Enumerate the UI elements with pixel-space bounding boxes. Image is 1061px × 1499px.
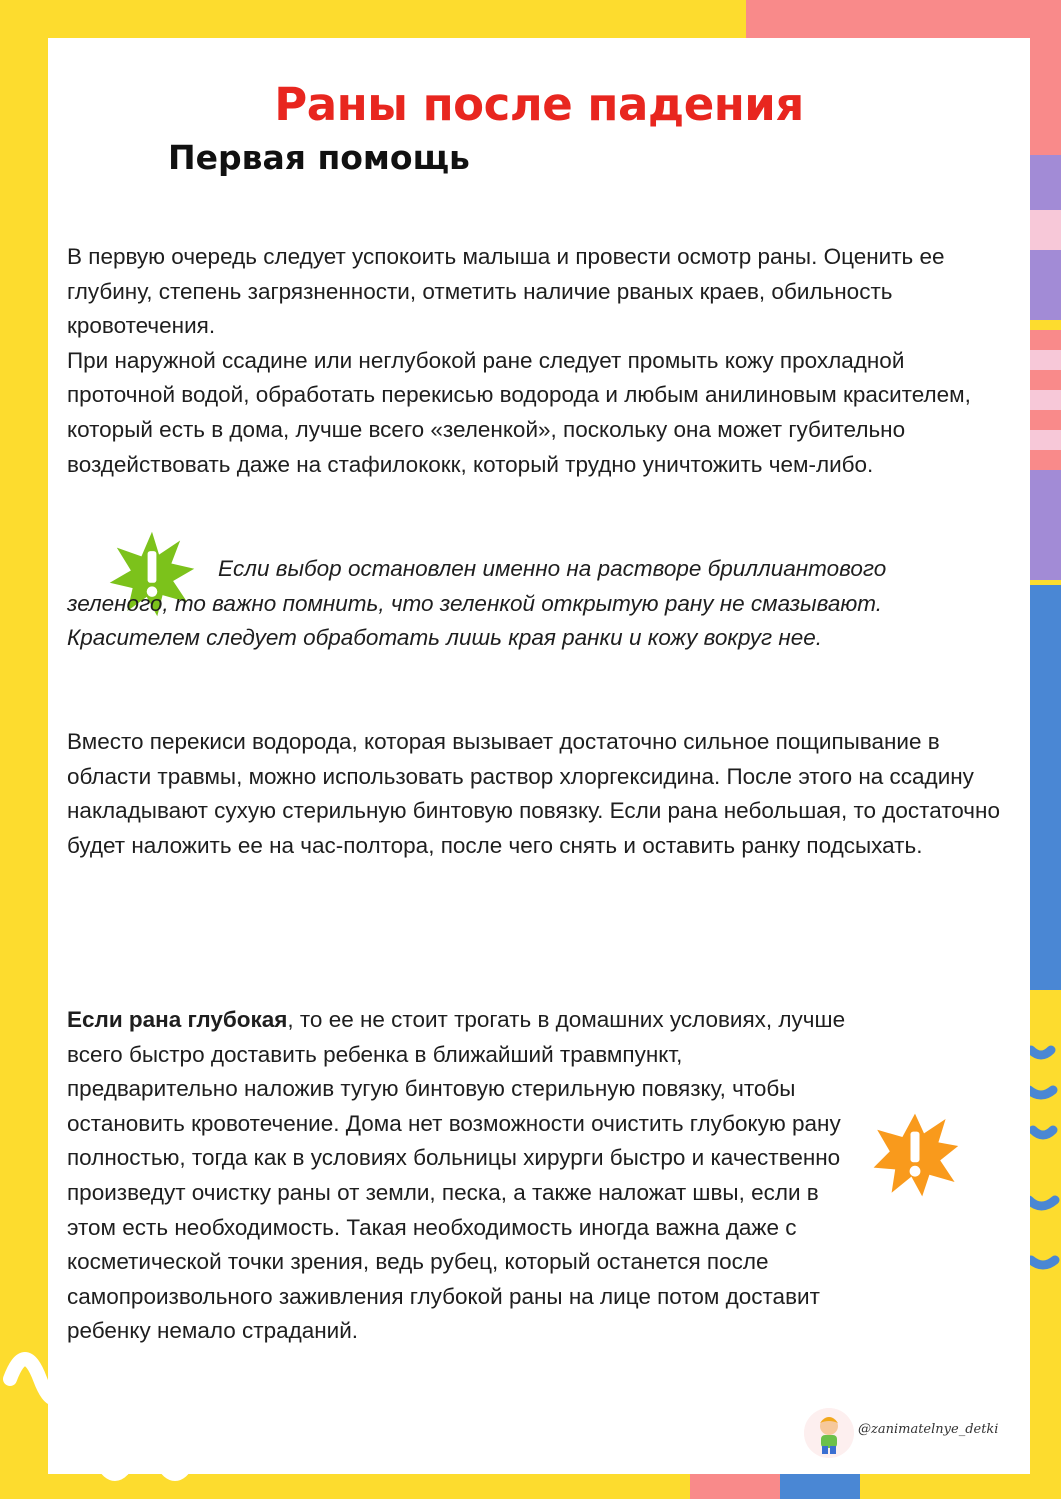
treatment-text: При наружной ссадине или неглубокой ране следует промыть кожу прохладной проточной водой, обработать перекисью водорода и любым анилиновым красителем, который есть в дома, лучше всего «зеленкой», поскольку она может губительно воздействовать даже на стафилококк, который трудно уничтожить чем-либо.	[67, 347, 971, 477]
child-avatar-icon	[804, 1408, 854, 1458]
exclamation-burst-icon	[870, 1110, 960, 1200]
deep-wound-text: , то ее не стоит трогать в домашних условиях, лучше всего быстро доставить ребенка в ближайший травмпункт, предварительно наложив тугую бинтовую стерильную повязку, чтобы остановить кровотечение. Дома нет возможности очистить глубокую рану полностью, тогда как в условиях больницы хирурги быстро и качественно произведут очистку раны от земли, песка, а также наложат швы, если в этом есть необходимость. Такая необходимость иногда важна даже с косметической точки зрения, ведь рубец, который останется после самопроизвольного заживления глубокой раны на лице потом доставит ребенку немало страданий.	[67, 1007, 846, 1344]
intro-text: В первую очередь следует успокоить малыша и провести осмотр раны. Оценить ее глубину, степень загрязненности, отметить наличие рваных краев, обильность кровотечения.	[67, 244, 945, 339]
page-title: Раны после падения	[274, 78, 804, 131]
social-handle: @zanimatelnye_detki	[858, 1422, 999, 1437]
deep-wound-paragraph	[67, 1003, 857, 1349]
deep-wound-heading: Если рана глубокая	[67, 1007, 288, 1032]
notice-paragraph: Если выбор остановлен именно на растворе бриллиантового зеленого, то важно помнить, что зеленкой открытую рану не смазывают. Красителем следует обработать лишь края ранки и кожу вокруг нее.	[67, 556, 887, 651]
section-subtitle: Первая помощь	[168, 138, 470, 177]
document-sheet	[48, 38, 1030, 1474]
intro-paragraph	[67, 240, 1017, 482]
chlorhexidine-paragraph: Вместо перекиси водорода, которая вызывает достаточно сильное пощипывание в области травмы, можно использовать раствор хлоргексидина. После этого на ссадину накладывают сухую стерильную бинтовую повязку. Если рана небольшая, то достаточно будет наложить ее на час-полтора, после чего снять и оставить ранку подсыхать.	[67, 729, 1000, 858]
